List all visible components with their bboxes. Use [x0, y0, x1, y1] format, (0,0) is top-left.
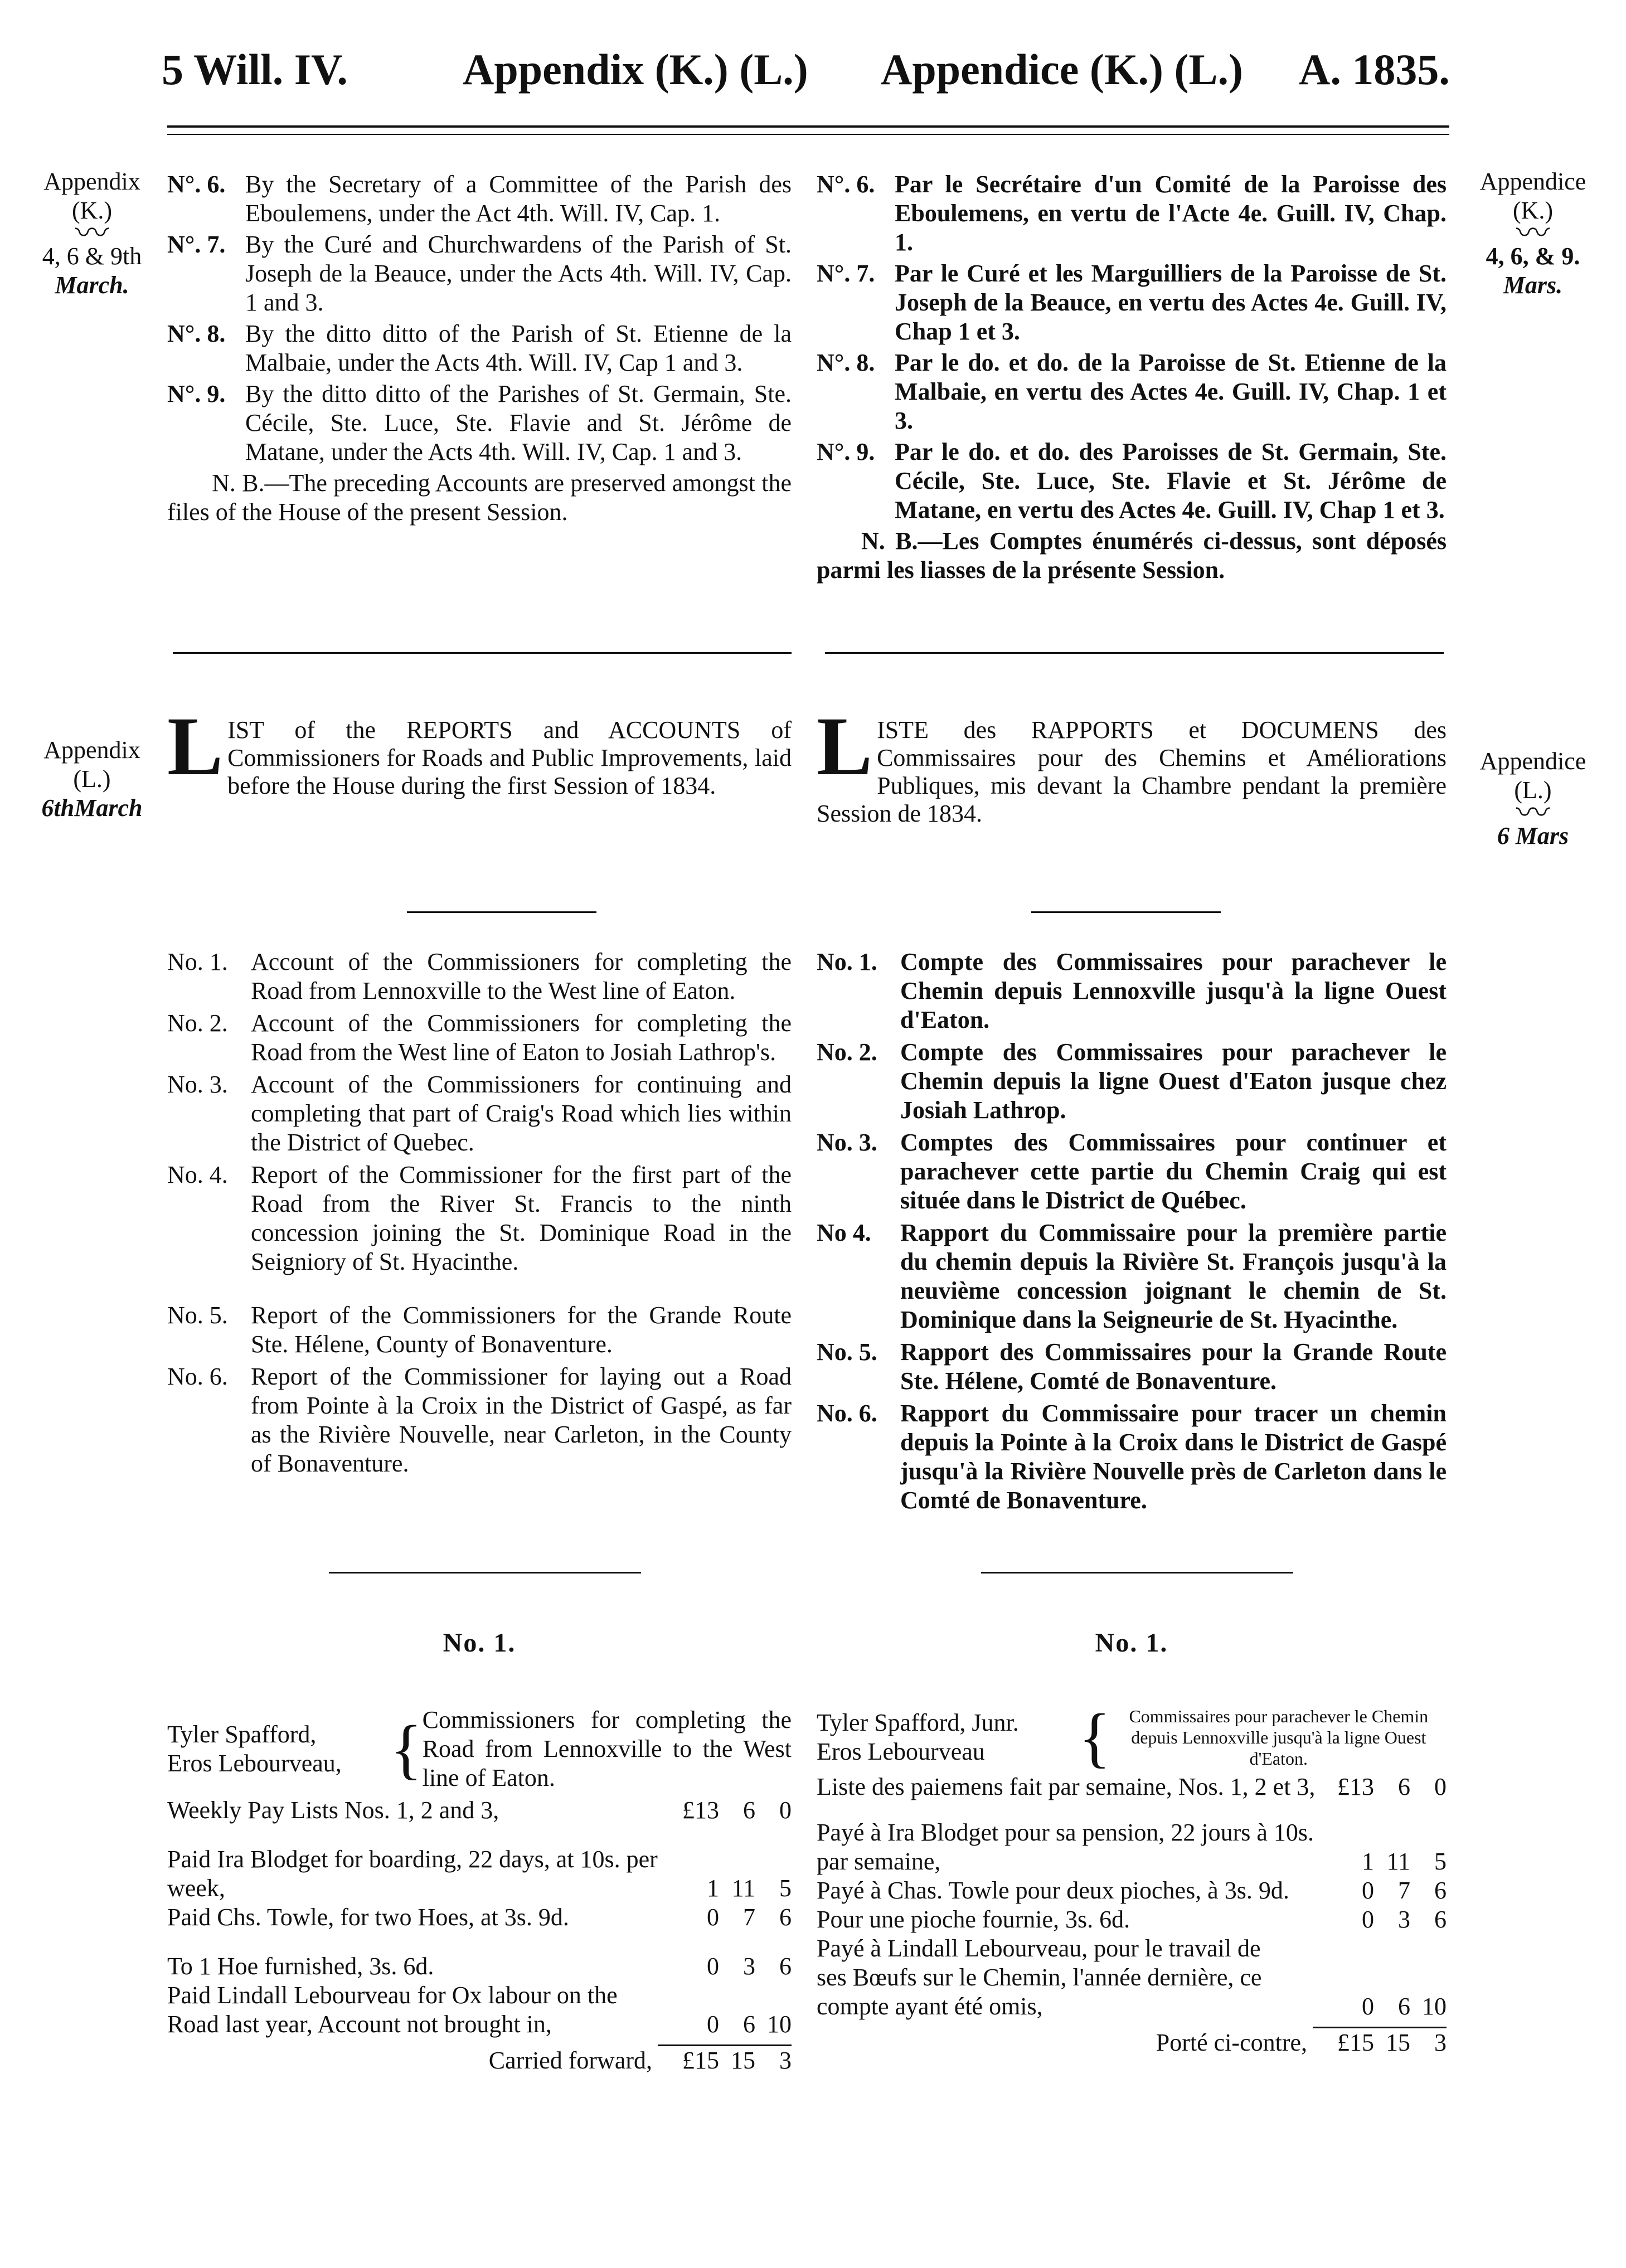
- list-item: No. 5. Report of the Commissioners for the Grande Route Ste. Hélene, County of Bonaventure.: [167, 1301, 792, 1358]
- brace-icon: {: [1079, 1700, 1111, 1774]
- account-row: Paid Ira Blodget for boarding, 22 days, at 10s. per week, 1 11 5: [167, 1846, 792, 1902]
- account-row: Payé à Lindall Lebourveau, pour le travail de ses Bœufs sur le Chemin, l'année dernière, ce compte ayant été omis, 0 6 10: [817, 1935, 1447, 2020]
- account-english: [167, 1706, 792, 2075]
- list-item: No. 1. Compte des Commissaires pour parachever le Chemin depuis Lennoxville jusqu'à la ligne Ouest d'Eaton.: [817, 948, 1447, 1033]
- section-divider-en: [173, 652, 792, 654]
- section-k-french-column: [817, 170, 1447, 585]
- account-row: Payé à Chas. Towle pour deux pioches, à 3s. 9d. 0 7 6: [817, 1877, 1447, 1904]
- commission-description: Commissioners for completing the Road from Lennoxville to the West line of Eaton.: [422, 1706, 792, 1791]
- list-item: N°. 8. By the ditto ditto of the Parish of St. Etienne de la Malbaie, under the Acts 4th. Will. IV, Cap 1 and 3.: [167, 320, 792, 376]
- commissioner-name: Tyler Spafford,: [167, 1721, 317, 1748]
- account-row: Paid Lindall Lebourveau for Ox labour on the Road last year, Account not brought in, 0 6 10: [167, 1982, 792, 2038]
- nota-bene-fr: N. B.—Les Comptes énumérés ci-dessus, sont déposés parmi les liasses de la présente Session.: [817, 527, 1447, 584]
- list-item: N°. 8. Par le do. et do. de la Paroisse de St. Etienne de la Malbaie, en vertu des Actes 4e. Guill. IV, Chap. 1 et 3.: [817, 349, 1447, 434]
- list-item: No 4. Rapport du Commissaire pour la première partie du chemin depuis la Rivière St. François jusqu'à la neuvième concession joignant le chemin de St. Dominique dans la Seigneurie de St. Hyacinthe.: [817, 1219, 1447, 1333]
- commissioners-block: [817, 1700, 1447, 1774]
- account-heading-en: No. 1.: [443, 1628, 516, 1658]
- section-l-french-list: [817, 948, 1447, 1518]
- margin-note-appendice-k-fr: Appendice (K.) 〰 4, 6, & 9. Mars.: [1479, 168, 1586, 299]
- list-item: No. 6. Rapport du Commissaire pour tracer un chemin depuis la Pointe à la Croix dans le District de Gaspé jusqu'à la Rivière Nouvelle près de Carleton dans le Comté de Bonaventure.: [817, 1400, 1447, 1514]
- nota-bene-en: N. B.—The preceding Accounts are preserved amongst the files of the House of the present Session.: [167, 469, 792, 526]
- header-rule-thin: [167, 134, 1449, 135]
- section-divider-fr: [825, 652, 1444, 654]
- list-item: N°. 6. Par le Secrétaire d'un Comité de la Paroisse des Eboulemens, en vertu de l'Acte 4e. Guill. IV, Chap. 1.: [817, 171, 1447, 256]
- section-l-english-list: [167, 948, 792, 1482]
- commissioner-name: Tyler Spafford, Junr.: [817, 1709, 1019, 1736]
- short-rule-fr-2: [981, 1572, 1293, 1573]
- commissioner-name: Eros Lebourveau,: [167, 1750, 342, 1777]
- account-row: To 1 Hoe furnished, 3s. 6d. 0 3 6: [167, 1953, 792, 1980]
- section-l-intro-en: LIST of the REPORTS and ACCOUNTS of Commissioners for Roads and Public Improvements, laid before the House during the first Session of 1834.: [167, 700, 792, 799]
- short-rule-en-2: [329, 1572, 641, 1573]
- account-row: Liste des paiemens fait par semaine, Nos. 1, 2 et 3, £13 6 0: [817, 1773, 1447, 1800]
- list-item: No. 2. Account of the Commissioners for completing the Road from the West line of Eaton to Josiah Lathrop's.: [167, 1009, 792, 1066]
- short-rule-fr: [1031, 911, 1221, 913]
- commissioners-block: [167, 1706, 792, 1793]
- brace-icon: {: [390, 1712, 423, 1786]
- list-item: No. 3. Comptes des Commissaires pour continuer et parachever cette partie du Chemin Craig qui est située dans le District de Québec.: [817, 1129, 1447, 1214]
- account-total-row: Porté ci-contre, £15 15 3: [1156, 2029, 1447, 2056]
- account-total-row: Carried forward, £15 15 3: [488, 2047, 792, 2074]
- list-item: No. 2. Compte des Commissaires pour parachever le Chemin depuis la ligne Ouest d'Eaton jusque chez Josiah Lathrop.: [817, 1038, 1447, 1124]
- list-item: N°. 9. Par le do. et do. des Paroisses de St. Germain, Ste. Cécile, Ste. Luce, Ste. Flavie et St. Jérôme de Matane, en vertu des Actes 4e. Guill. IV, Chap 1 et 3.: [817, 438, 1447, 523]
- margin-note-appendix-k-en: Appendix (K.) 〰 4, 6 & 9th March.: [42, 168, 142, 299]
- page-header-appendix-fr: Appendice (K.) (L.): [881, 45, 1243, 94]
- list-item: No. 1. Account of the Commissioners for completing the Road from Lennoxville to the West line of Eaton.: [167, 948, 792, 1004]
- list-item: N°. 7. By the Curé and Churchwardens of the Parish of St. Joseph de la Beauce, under the Acts 4th. Will. IV, Cap. 1 and 3.: [167, 231, 792, 316]
- section-l-intro-fr: LISTE des RAPPORTS et DOCUMENS des Commissaires pour des Chemins et Améliorations Publiques, mis devant la Chambre pendant la première Session de 1834.: [817, 700, 1447, 827]
- page-header-volume: 5 Will. IV.: [162, 45, 348, 94]
- account-row: Payé à Ira Blodget pour sa pension, 22 jours à 10s. par semaine, 1 11 5: [817, 1819, 1447, 1875]
- list-item: N°. 7. Par le Curé et les Marguilliers de la Paroisse de St. Joseph de la Beauce, en vertu des Actes 4e. Guill. IV, Chap 1 et 3.: [817, 260, 1447, 345]
- drop-cap: L: [817, 700, 873, 793]
- short-rule-en: [407, 911, 596, 913]
- list-item: No. 3. Account of the Commissioners for continuing and completing that part of Craig's Road which lies within the District of Quebec.: [167, 1071, 792, 1156]
- list-item: N°. 6. By the Secretary of a Committee of the Parish des Eboulemens, under the Act 4th. Will. IV, Cap. 1.: [167, 171, 792, 227]
- account-row: Pour une pioche fournie, 3s. 6d. 0 3 6: [817, 1906, 1447, 1933]
- commissioner-name: Eros Lebourveau: [817, 1738, 985, 1765]
- account-french: [817, 1700, 1447, 2057]
- account-row: Paid Chs. Towle, for two Hoes, at 3s. 9d. 0 7 6: [167, 1903, 792, 1931]
- page-header-year: A. 1835.: [1299, 45, 1450, 94]
- list-item: No. 5. Rapport des Commissaires pour la Grande Route Ste. Hélene, Comté de Bonaventure.: [817, 1338, 1447, 1395]
- section-k-english-column: [167, 170, 792, 527]
- header-rule-thick: [167, 125, 1449, 128]
- commission-description: Commissaires pour parachever le Chemin depuis Lennoxville jusqu'à la ligne Ouest d'Eaton.: [1129, 1706, 1429, 1769]
- margin-note-appendice-l-fr: Appendice (L.) 〰 6 Mars: [1479, 747, 1586, 849]
- list-item: No. 6. Report of the Commissioner for laying out a Road from Pointe à la Croix in the District of Gaspé, as far as the Rivière Nouvelle, near Carleton, in the County of Bonaventure.: [167, 1363, 792, 1477]
- account-row: Weekly Pay Lists Nos. 1, 2 and 3, £13 6 0: [167, 1796, 792, 1824]
- margin-note-appendix-l-en: Appendix (L.) 6thMarch: [41, 736, 143, 822]
- list-item: No. 4. Report of the Commissioner for the first part of the Road from the River St. Francis to the ninth concession joining the St. Dominique Road in the Seigniory of St. Hyacinthe.: [167, 1161, 792, 1275]
- list-item: N°. 9. By the ditto ditto of the Parishes of St. Germain, Ste. Cécile, Ste. Luce, Ste. Flavie and St. Jérôme de Matane, under the Acts 4th. Will. IV, Cap. 1 and 3.: [167, 380, 792, 465]
- account-heading-fr: No. 1.: [1095, 1628, 1168, 1658]
- drop-cap: L: [167, 700, 224, 793]
- page-header-appendix-en: Appendix (K.) (L.): [463, 45, 808, 94]
